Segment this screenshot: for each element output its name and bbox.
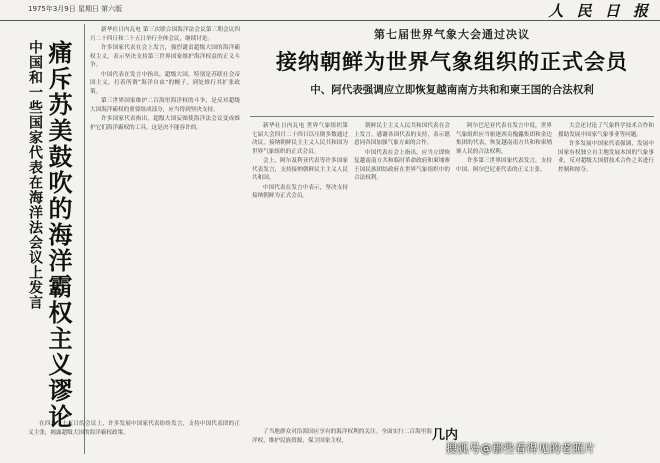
issue-date: 1975年3月9日 星期日 第六版 (28, 5, 123, 13)
main-article-header (250, 22, 654, 112)
side-article-headline: 几内 (432, 428, 459, 443)
main-article-headline: 接纳朝鲜为世界气象组织的正式会员 (276, 50, 628, 74)
paragraph: 新华社日内瓦电 第三次联合国海洋法会议第三期会议四月二十四日和二十五日举行全体会议，继续讨论。 (90, 27, 240, 42)
left-article-kicker: 中国和一些国家代表在海洋法会议上发言 (27, 40, 43, 310)
paragraph: 在四月二十五日的会议上，许多发展中国家代表纷纷发言，支持中国代表团的正义主张，揭露超级大国的海洋霸权政策。 (28, 421, 240, 436)
paragraph: 许多国家代表指出，超级大国妄图使海洋法会议变成维护它们海洋霸权的工具，这是决不能容许的。 (90, 116, 240, 131)
paragraph: 了当地群众对沿海国应享有的海洋权利的关注。全面实行二百海里海洋权，维护民族资源，保卫国家主权。 (252, 429, 432, 444)
header-divider (250, 116, 654, 117)
main-article-subhead: 中、阿代表强调应立即恢复越南南方共和和柬王国的合法权利 (310, 84, 594, 96)
left-article-bottom (28, 420, 240, 460)
paragraph: 大会还讨论了气象科学技术合作和援助发展中国家气象事业等问题。 (558, 123, 654, 138)
paper-name: 人 民 日 报 (548, 2, 652, 20)
paragraph: 许多国家代表在会上发言，强烈谴责超级大国的海洋霸权主义，表示坚决支持第三世界国家维护海洋权益的正义斗争。 (90, 45, 240, 68)
main-article-column-2 (354, 122, 450, 422)
paragraph: 中国代表在发言中表示，坚决支持接纳朝鲜为正式会员。 (252, 184, 348, 199)
main-article-column-3 (456, 122, 552, 422)
paragraph: 新华社日内瓦电 世界气象组织第七届大会四月二十四日以压倒多数通过决议，接纳朝鲜民主主义人民共和国为世界气象组织的正式会员。 (252, 123, 348, 155)
left-article-headline: 痛斥苏美鼓吹的海洋霸权主义谬论 (44, 40, 72, 430)
left-article-body (90, 26, 240, 416)
lower-article-body (252, 428, 432, 462)
paragraph: 许多第三世界国家代表发言，支持中国、阿尔巴尼亚代表的正义主张。 (456, 158, 552, 173)
paragraph: 中国代表在会上指出，应当立即恢复越南南方共和临时革命政府和柬埔寨王国民族团结政府在世界气象组织中的合法权利。 (354, 149, 450, 181)
paragraph: 阿尔巴尼亚代表在发言中说，世界气象组织应当驱逐西贡傀儡集团和金边集团的代表，恢复越南南方共和和柬埔寨人民的合法权利。 (456, 123, 552, 155)
masthead (0, 0, 660, 21)
paragraph: 会上，阿尔及利亚代表等许多国家代表发言，支持接纳朝鲜民主主义人民共和国。 (252, 158, 348, 181)
paragraph: 朝鲜民主主义人民共和国代表在会上发言，感谢各国代表的支持，表示愿意同各国加强气象方面的合作。 (354, 123, 450, 146)
paragraph: 第三世界国家维护二百海里海洋权的斗争，是反对超级大国海洋霸权的重要组成部分，应当得到坚决支持。 (90, 98, 240, 113)
main-article-kicker: 第七届世界气象大会通过决议 (374, 28, 530, 41)
main-article-column-4 (558, 122, 654, 422)
watermark: 搜狐号@那些看得见的老照片 (446, 442, 596, 455)
paragraph: 许多发展中国家代表强调，发展中国家有权独立自主地发展本国的气象事业，反对超级大国借技术合作之名进行控制和掠夺。 (558, 141, 654, 173)
main-article-column-1 (252, 122, 348, 422)
column-divider (84, 24, 85, 454)
paragraph: 中国代表在发言中指出，超级大国，特别是苏联社会帝国主义，打着所谓“海洋自由”的幌子，到处推行其扩张政策。 (90, 71, 240, 95)
